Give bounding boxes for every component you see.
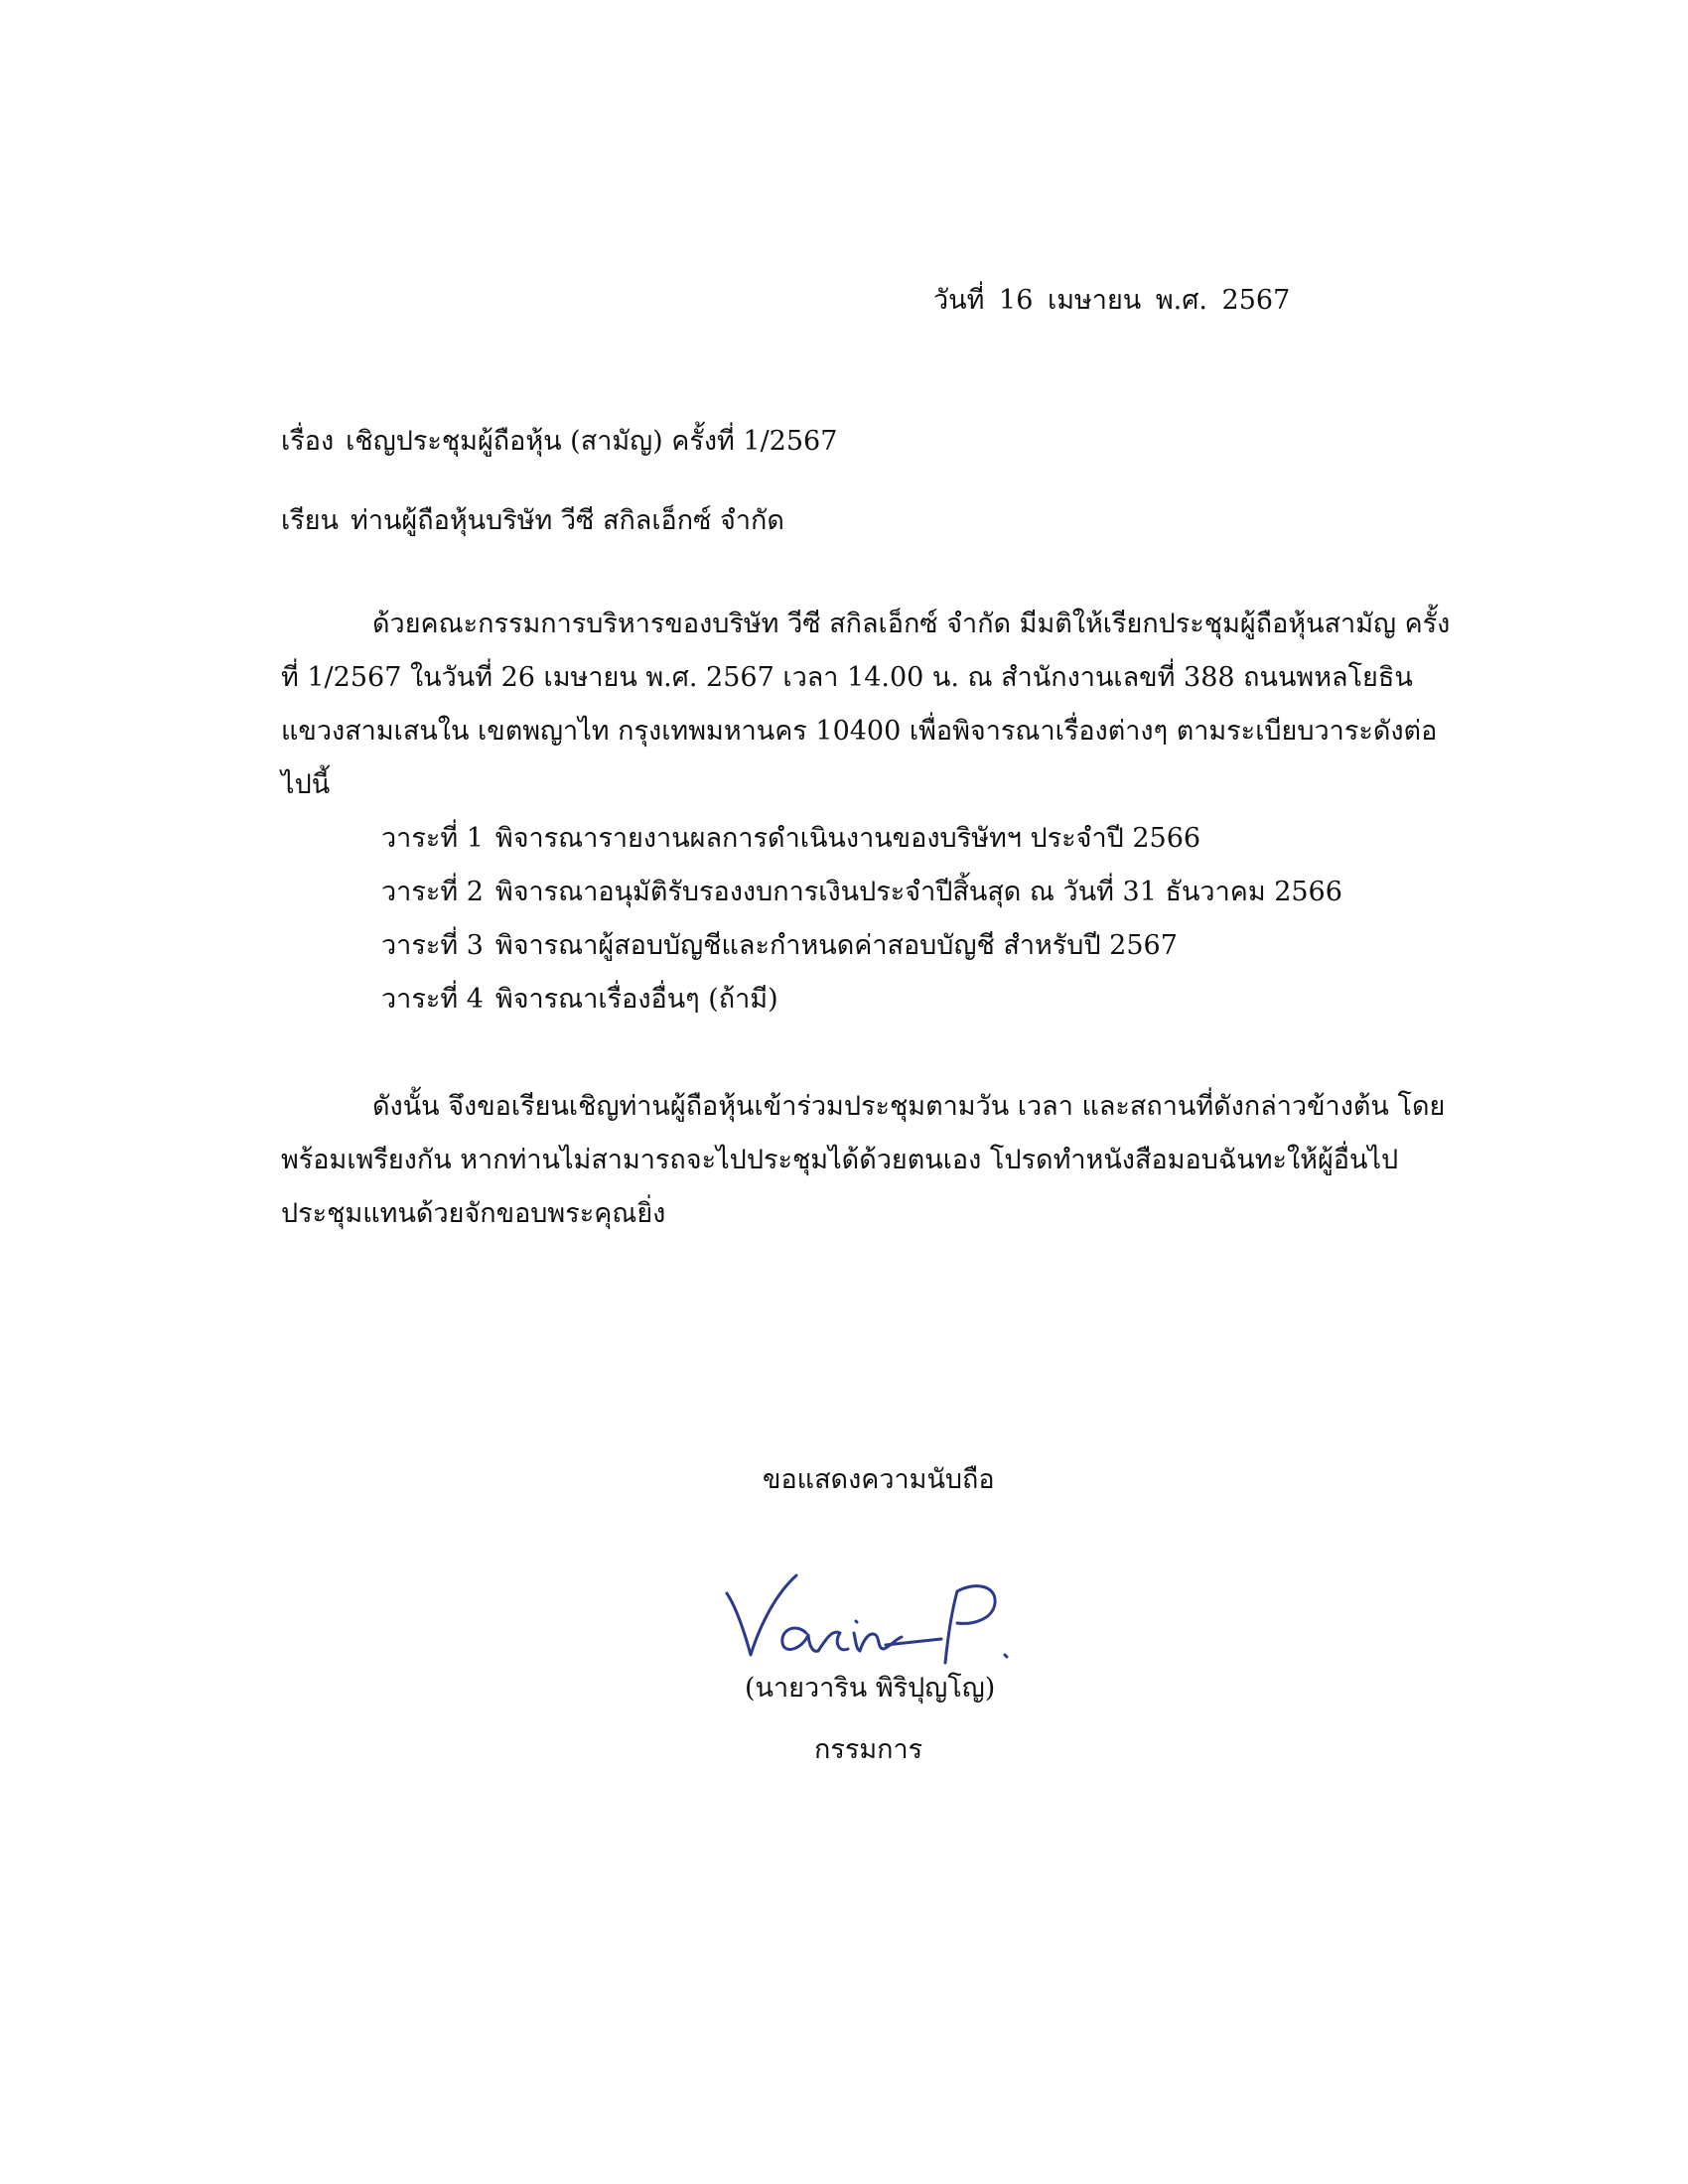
recipient-label: เรียน (281, 505, 340, 536)
agenda-item-text: พิจารณารายงานผลการดำเนินงานของบริษัทฯ ประจำปี 2566 (494, 823, 1201, 854)
agenda-item-text: พิจารณาผู้สอบบัญชีและกำหนดค่าสอบบัญชี สำหรับปี 2567 (494, 930, 1178, 961)
agenda-list (381, 812, 1342, 1026)
agenda-item (381, 812, 1342, 866)
agenda-item (381, 973, 1342, 1026)
agenda-item-text: พิจารณาอนุมัติรับรองงบการเงินประจำปีสิ้นสุด ณ วันที่ 31 ธันวาคม 2566 (494, 877, 1342, 907)
closing-paragraph: ดังนั้น จึงขอเรียนเชิญท่านผู้ถือหุ้นเข้าร่วมประชุมตามวัน เวลา และสถานที่ดังกล่าวข้างต้น โดยพร้อมเพรียงกัน หากท่านไม่สามารถจะไปประชุมได้ด้วยตนเอง โปรดทำหนังสือมอบฉันทะให้ผู้อื่นไปประชุมแทนด้วยจักขอบพระคุณยิ่ง (281, 1091, 1446, 1229)
signer-name: (นายวาริน พิริปุญโญ) (745, 1673, 996, 1704)
signer-title: กรรมการ (814, 1734, 923, 1765)
date-day: 16 (999, 285, 1034, 316)
letter-date (933, 278, 1296, 321)
subject-line (281, 419, 837, 462)
date-year: 2567 (1221, 285, 1291, 316)
subject-label: เรื่อง (281, 426, 335, 457)
date-month: เมษายน (1047, 285, 1142, 316)
intro-paragraph: ด้วยคณะกรรมการบริหารของบริษัท วีซี สกิลเอ็กซ์ จำกัด มีมติให้เรียกประชุมผู้ถือหุ้นสามัญ ครั้งที่ 1/2567 ในวันที่ 26 เมษายน พ.ศ. 2567 เวลา 14.00 น. ณ สำนักงานเลขที่ 388 ถนนพหลโยธิน แขวงสามเสนใน เขตพญาไท กรุงเทพมหานคร 10400 เพื่อพิจารณาเรื่องต่างๆ ตามระเบียบวาระดังต่อไปนี้ (281, 609, 1451, 800)
handwritten-signature (715, 1564, 1033, 1673)
agenda-item-number: วาระที่ 2 (381, 877, 484, 907)
recipient-text: ท่านผู้ถือหุ้นบริษัท วีซี สกิลเอ็กซ์ จำกัด (351, 505, 784, 536)
agenda-item-text: พิจารณาเรื่องอื่นๆ (ถ้ามี) (494, 984, 778, 1015)
date-era: พ.ศ. (1155, 285, 1207, 316)
recipient-line (281, 498, 784, 541)
date-label: วันที่ (933, 285, 985, 316)
agenda-item-number: วาระที่ 3 (381, 930, 484, 961)
agenda-item-number: วาระที่ 1 (381, 823, 484, 854)
agenda-item (381, 866, 1342, 919)
complimentary-close: ขอแสดงความนับถือ (763, 1464, 995, 1495)
agenda-item (381, 919, 1342, 973)
agenda-item-number: วาระที่ 4 (381, 984, 484, 1015)
subject-text: เชิญประชุมผู้ถือหุ้น (สามัญ) ครั้งที่ 1/2567 (346, 426, 838, 457)
